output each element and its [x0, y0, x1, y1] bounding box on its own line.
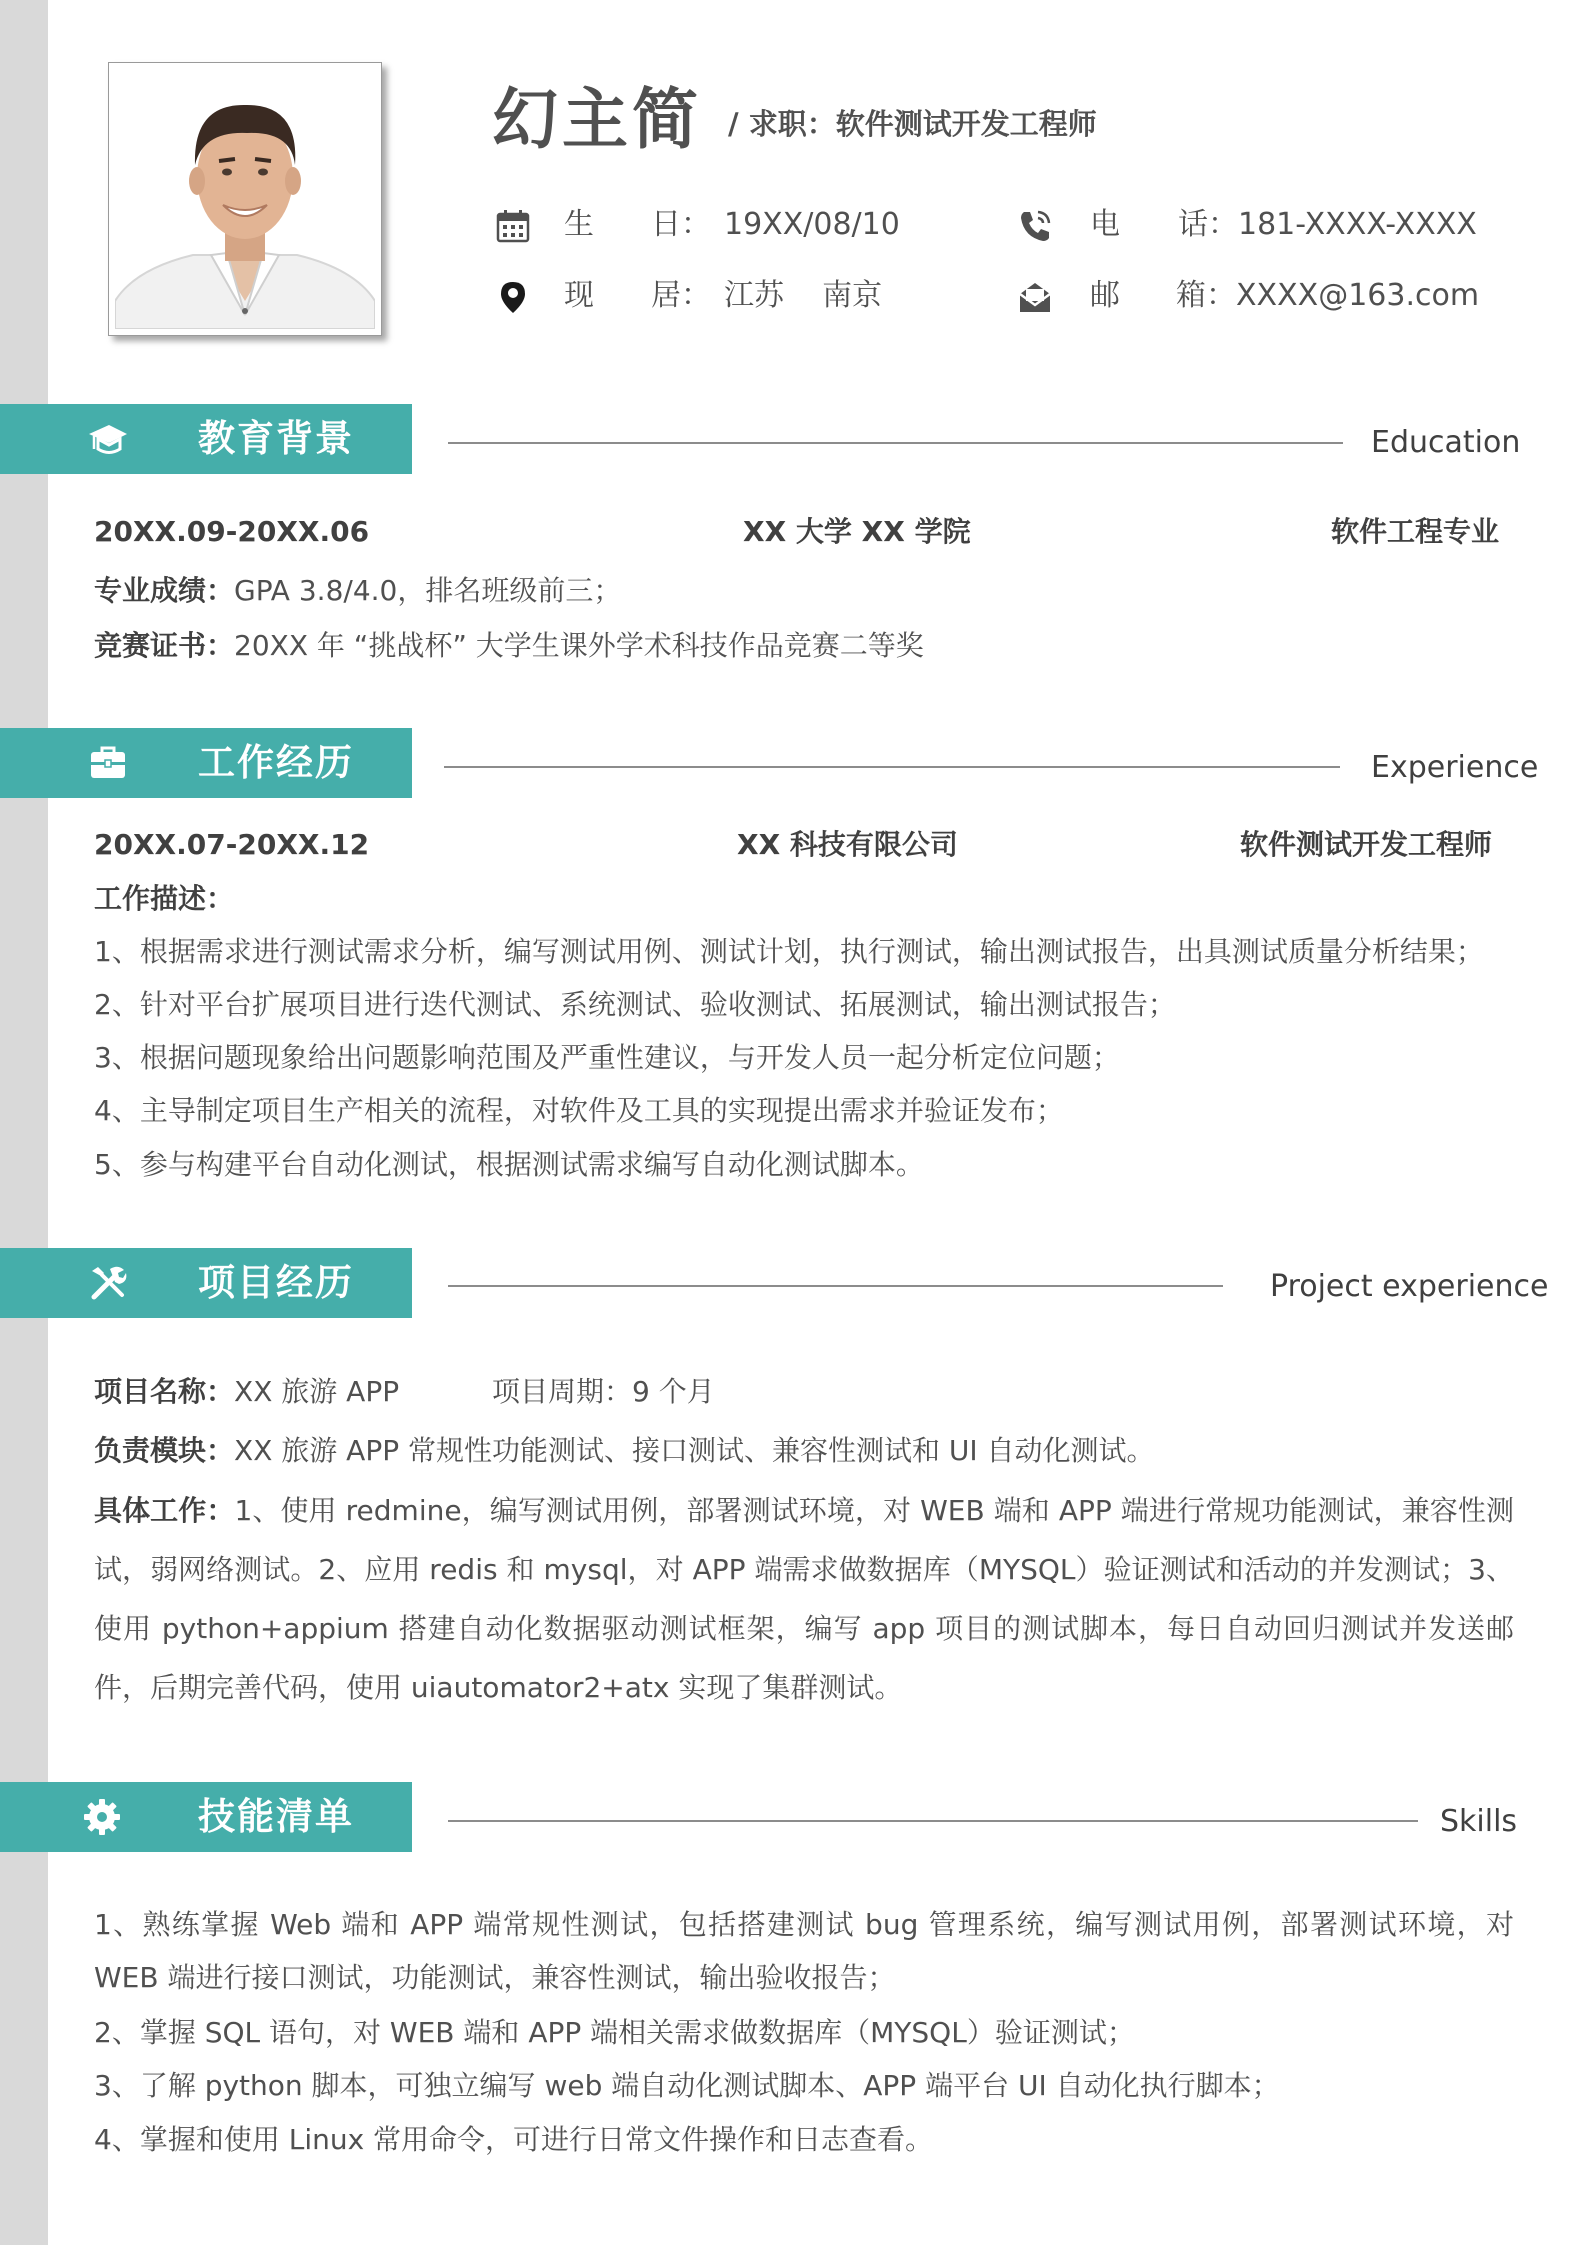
project-section-header — [0, 1248, 412, 1318]
email-label-2: 箱： — [1176, 278, 1236, 313]
education-school: XX 大学 XX 学院 — [743, 515, 971, 548]
award-label: 竞赛证书： — [94, 629, 235, 662]
birthday-value: 19XX/08/10 — [724, 207, 900, 242]
project-period-value: 9 个月 — [632, 1375, 715, 1408]
work-item: 5、参与构建平台自动化测试，根据测试需求编写自动化测试脚本。 — [94, 1148, 924, 1181]
work-item: 1、根据需求进行测试需求分析，编写测试用例、测试计划，执行测试，输出测试报告，出具测试质量分析结果； — [94, 935, 1484, 968]
work-item: 2、针对平台扩展项目进行迭代测试、系统测试、验收测试、拓展测试，输出测试报告； — [94, 988, 1176, 1021]
profile-photo — [108, 62, 382, 336]
project-module-value: XX 旅游 APP 常规性功能测试、接口测试、兼容性测试和 UI 自动化测试。 — [234, 1434, 1155, 1467]
project-module-label: 负责模块： — [94, 1434, 235, 1467]
tools-icon — [88, 1263, 128, 1303]
skills-section-header — [0, 1782, 412, 1852]
phone-value: 181-XXXX-XXXX — [1238, 207, 1477, 242]
email-label-1: 邮 — [1090, 278, 1120, 313]
project-work-value: 1、使用 redmine，编写测试用例，部署测试环境，对 WEB 端和 APP 端进行常规功能测试，兼容性测试，弱网络测试。2、应用 redis 和 mysql，对 APP 端需求做数据库（MYSQL）验证测试和活动的并发测试；3、使用 python+appium 搭建自动化数据驱动测试框架，编写 app 项目的测试脚本，每日自动回归测试并发送邮件，后期完善代码，使用 uiautomator2+atx 实现了集群测试。 — [94, 1494, 1514, 1704]
project-en-title: Project experience — [1270, 1269, 1549, 1304]
experience-en-title: Experience — [1371, 750, 1539, 785]
candidate-name: 幻主简 — [492, 81, 702, 158]
residence-value: 江苏 南京 — [724, 278, 883, 313]
phone-icon — [1018, 209, 1052, 243]
grade-value: GPA 3.8/4.0，排名班级前三； — [234, 574, 622, 607]
work-description-label: 工作描述： — [94, 882, 235, 915]
experience-title: 工作经历 — [198, 741, 354, 784]
education-award-row — [94, 626, 924, 666]
skill-item: 1、熟练掌握 Web 端和 APP 端常规性测试，包括搭建测试 bug 管理系统，编写测试用例，部署测试环境，对 WEB 端进行接口测试，功能测试，兼容性测试，输出验收报告； — [94, 1908, 1514, 1994]
project-module-row — [94, 1431, 1155, 1471]
education-section-header — [0, 404, 412, 474]
email-value: XXXX@163.com — [1236, 278, 1480, 313]
location-pin-icon — [496, 280, 530, 314]
award-value: 20XX 年 “挑战杯” 大学生课外学术科技作品竞赛二等奖 — [234, 629, 924, 662]
phone-label-2: 话： — [1178, 207, 1238, 242]
avatar — [115, 69, 375, 329]
job-objective: / 求职：软件测试开发工程师 — [728, 107, 1097, 141]
education-major: 软件工程专业 — [1331, 515, 1500, 548]
experience-company: XX 科技有限公司 — [737, 828, 958, 861]
project-divider — [448, 1285, 1223, 1287]
briefcase-icon — [88, 743, 128, 783]
left-stripe — [0, 0, 48, 2245]
calendar-icon — [496, 209, 530, 243]
grade-label: 专业成绩： — [94, 574, 235, 607]
residence-label-1: 现 — [564, 278, 594, 313]
residence-label-2: 居： — [651, 278, 711, 313]
experience-divider — [444, 766, 1340, 768]
project-name-row — [94, 1372, 399, 1412]
skills-en-title: Skills — [1440, 1804, 1518, 1839]
experience-section-header — [0, 728, 412, 798]
birthday-label-2: 日： — [651, 207, 711, 242]
project-work-label: 具体工作： — [94, 1494, 235, 1527]
experience-period: 20XX.07-20XX.12 — [94, 828, 370, 861]
mail-icon — [1018, 280, 1052, 314]
skills-title: 技能清单 — [198, 1795, 354, 1838]
project-period-row — [492, 1372, 715, 1412]
skill-item: 4、掌握和使用 Linux 常用命令，可进行日常文件操作和日志查看。 — [94, 2123, 934, 2156]
work-item: 3、根据问题现象给出问题影响范围及严重性建议，与开发人员一起分析定位问题； — [94, 1041, 1120, 1074]
project-name-value: XX 旅游 APP — [234, 1375, 400, 1408]
gear-icon — [82, 1797, 122, 1837]
education-period: 20XX.09-20XX.06 — [94, 515, 370, 548]
education-title: 教育背景 — [198, 417, 354, 460]
education-divider — [448, 442, 1343, 444]
project-title: 项目经历 — [198, 1261, 354, 1304]
project-work-paragraph — [94, 1481, 1514, 1717]
skills-divider — [448, 1820, 1418, 1822]
project-name-label: 项目名称： — [94, 1375, 235, 1408]
birthday-label-1: 生 — [564, 207, 594, 242]
education-grade-row — [94, 571, 621, 611]
skill-item: 3、了解 python 脚本，可独立编写 web 端自动化测试脚本、APP 端平台 UI 自动化执行脚本； — [94, 2069, 1280, 2102]
work-item: 4、主导制定项目生产相关的流程，对软件及工具的实现提出需求并验证发布； — [94, 1094, 1064, 1127]
graduation-cap-icon — [88, 419, 128, 459]
skill-item: 2、掌握 SQL 语句，对 WEB 端和 APP 端相关需求做数据库（MYSQL）验证测试； — [94, 2016, 1135, 2049]
phone-label-1: 电 — [1090, 207, 1120, 242]
project-period-label: 项目周期： — [492, 1375, 633, 1408]
experience-position: 软件测试开发工程师 — [1240, 828, 1493, 861]
education-en-title: Education — [1371, 425, 1521, 460]
